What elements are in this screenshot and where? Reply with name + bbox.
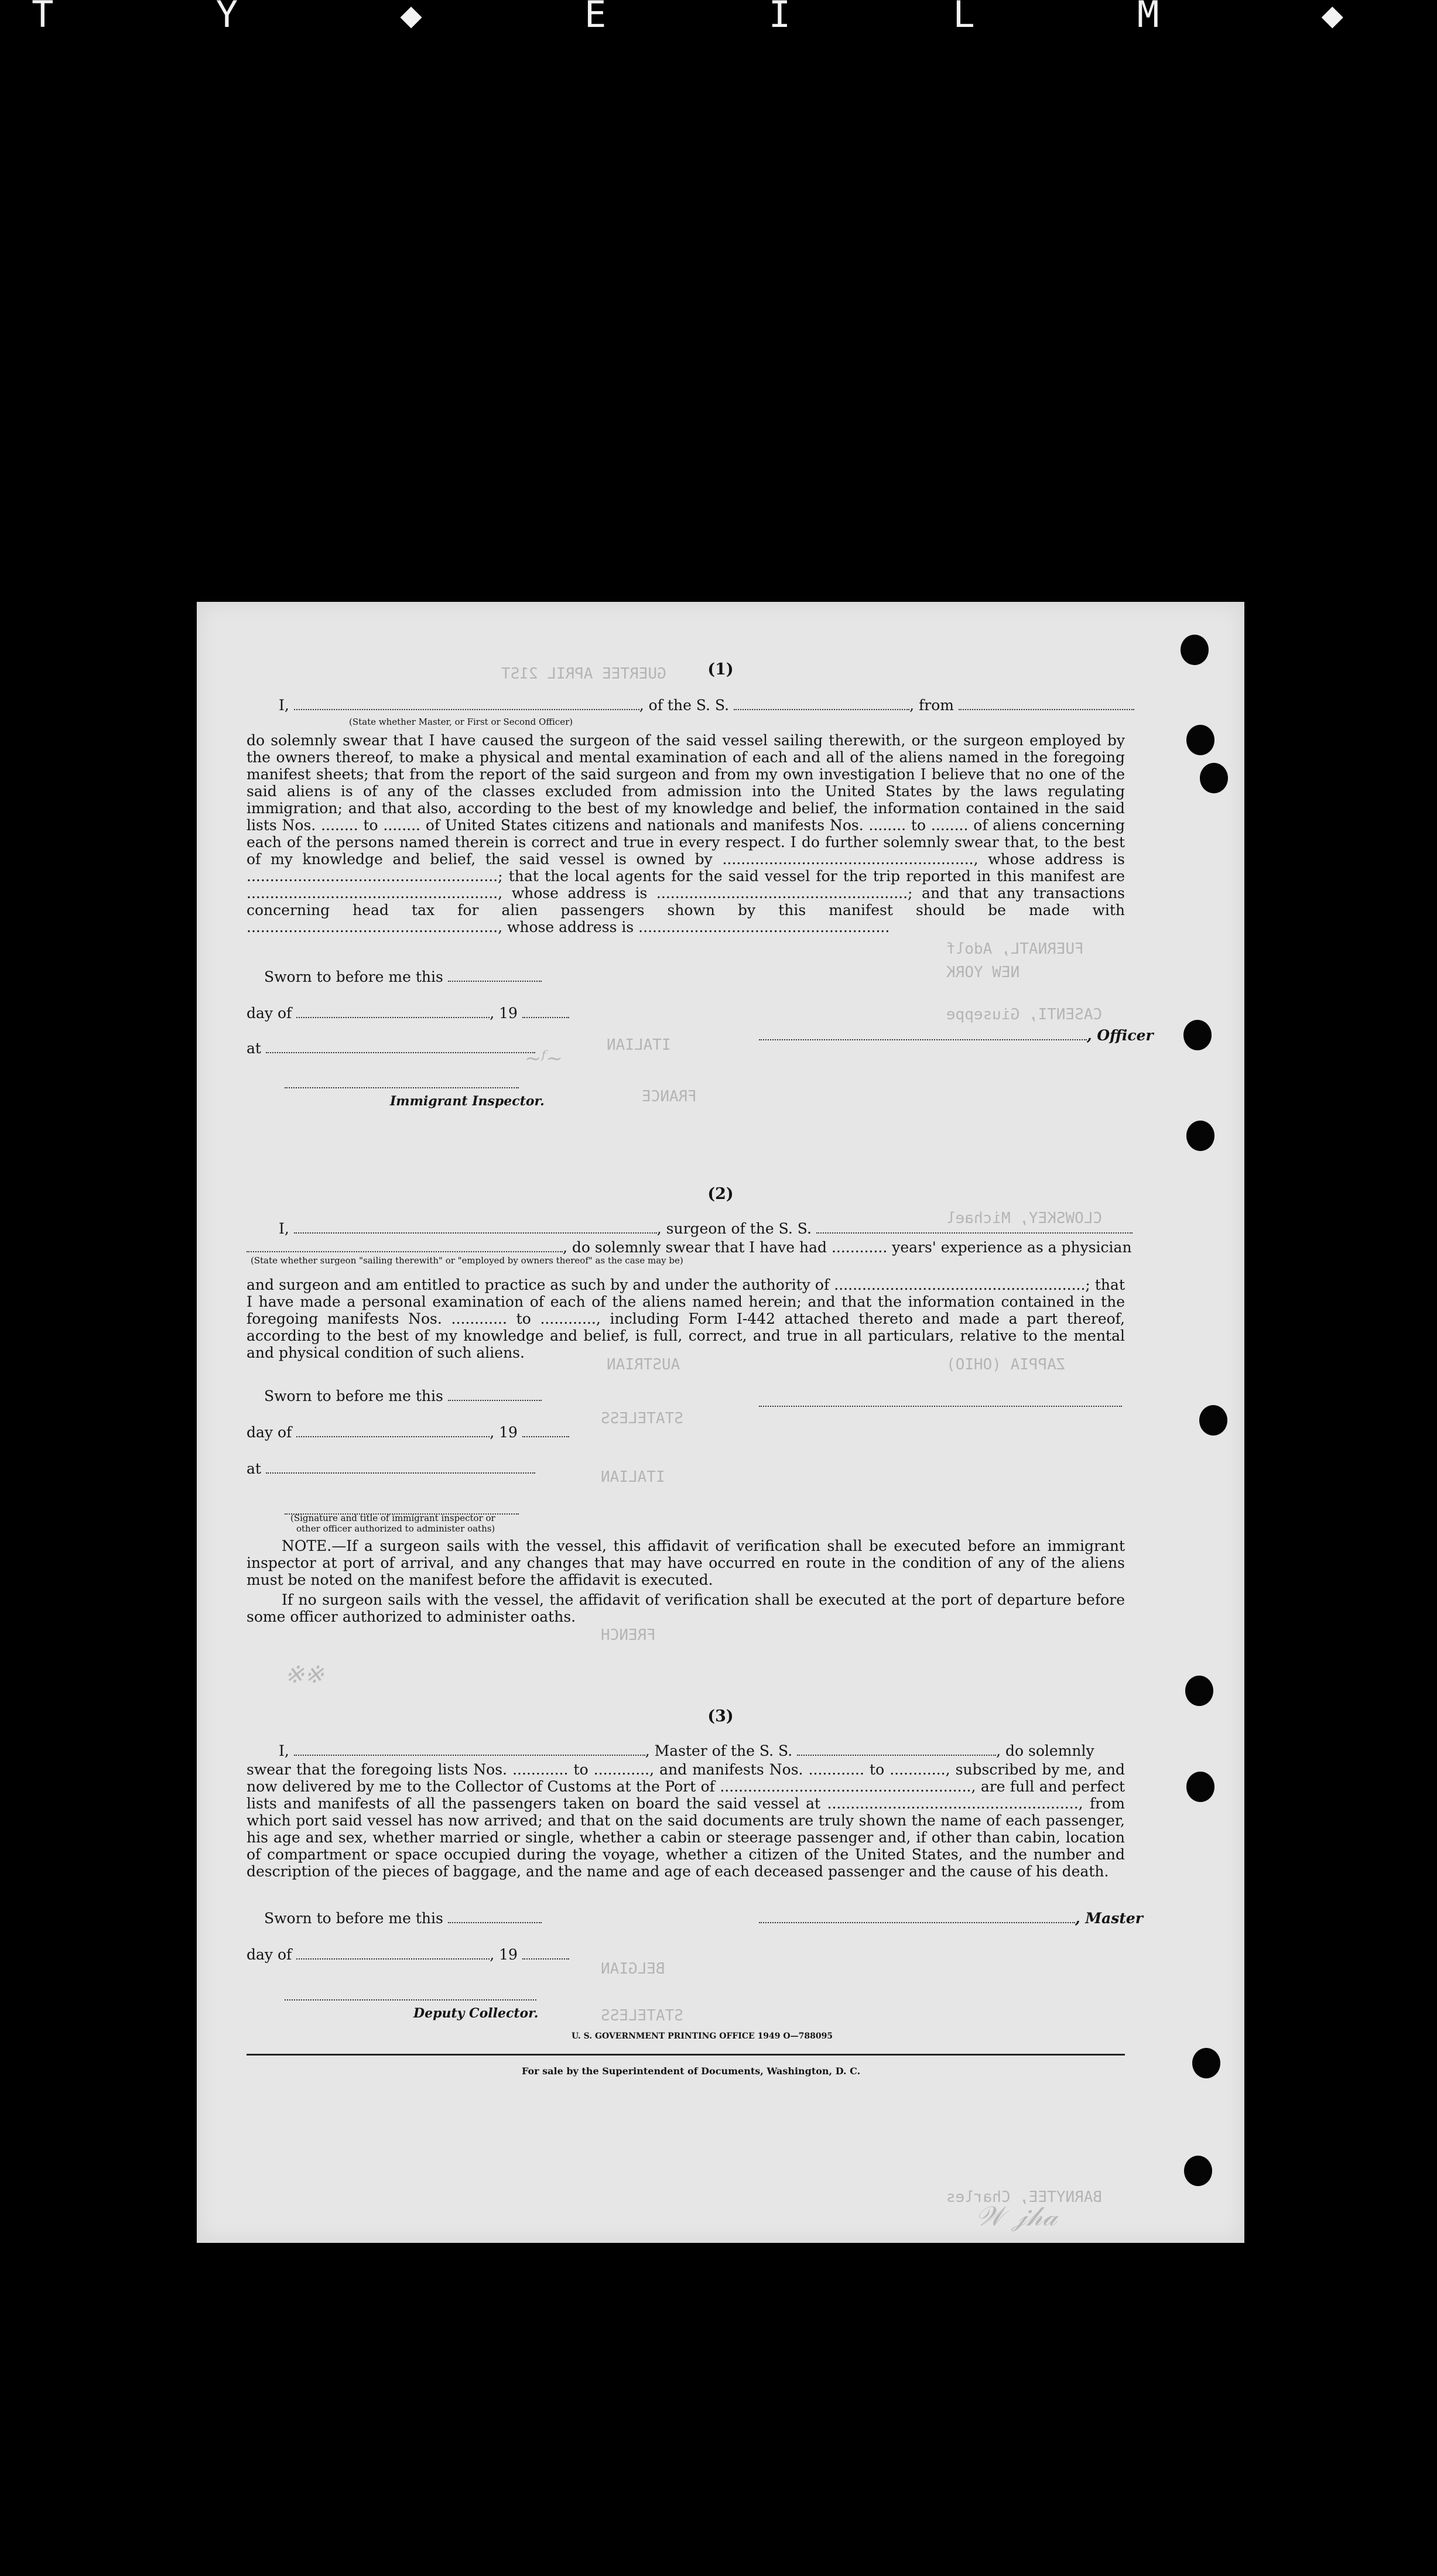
bleed-through-text: FUERNATL, Adolf <box>946 940 1084 958</box>
section-1-from-label: , from <box>909 697 954 714</box>
bleed-through-text: FRENCH <box>601 1626 656 1644</box>
section-2-signature-note-1: (Signature and title of immigrant inspector or <box>290 1513 495 1523</box>
section-2-prefix: I, <box>279 1220 289 1237</box>
surgeon-vessel-blank[interactable] <box>816 1222 1133 1234</box>
bleed-through-text: FRANCE <box>642 1088 697 1105</box>
section-3-solemnly-label: , do solemnly <box>996 1742 1094 1759</box>
master-signature-blank[interactable] <box>759 1912 1075 1923</box>
bleed-through-text: BARNYTEE, Charles <box>946 2188 1103 2206</box>
inspector-signature-mark: ~ᶠ~ <box>525 1047 563 1070</box>
punch-hole <box>1200 763 1228 793</box>
section-2-line-1 <box>279 1220 1133 1237</box>
sworn-date-blank[interactable] <box>448 1389 542 1401</box>
master-label: , Master <box>1075 1910 1143 1927</box>
master-name-blank[interactable] <box>294 1744 645 1756</box>
section-3-number: (3) <box>707 1707 734 1725</box>
at-place-blank[interactable] <box>266 1042 535 1053</box>
immigrant-inspector-label: Immigrant Inspector. <box>390 1094 545 1109</box>
year-blank[interactable] <box>522 1006 569 1018</box>
section-3-line-1 <box>279 1742 1094 1759</box>
sale-notice: For sale by the Superintendent of Documents, Washington, D. C. <box>522 2065 861 2077</box>
from-port-blank[interactable] <box>959 698 1134 710</box>
section-1-officer-note: (State whether Master, or First or Second Officer) <box>349 717 573 727</box>
surgeon-name-blank[interactable] <box>294 1222 657 1234</box>
section-2-note: NOTE.—If a surgeon sails with the vessel, this affidavit of verification shall be executed before an immigrant inspector at port of arrival, and any changes that may have occurred en route in the condition of any of the aliens must be noted on the manifest before the affidavit is executed. <box>247 1537 1125 1588</box>
section-2-surgeon-label: , surgeon of the S. S. <box>656 1220 812 1237</box>
section-3-sworn-line <box>264 1910 542 1927</box>
section-2-experience-text: , do solemnly swear that I have had ............ years' experience as a physician <box>563 1239 1132 1256</box>
at-place-blank[interactable] <box>266 1462 535 1474</box>
day-blank[interactable] <box>296 1006 490 1018</box>
year-label: , 19 <box>490 1946 518 1963</box>
section-1-at-line <box>247 1040 535 1057</box>
section-1-number: (1) <box>707 660 734 679</box>
section-2-status-note: (State whether surgeon "sailing therewith" or "employed by owners thereof" as the case may be) <box>251 1255 683 1266</box>
section-3-day-line <box>247 1946 569 1963</box>
officer-name-blank[interactable] <box>294 698 639 710</box>
sworn-label: Sworn to before me this <box>264 968 443 985</box>
section-3-prefix: I, <box>279 1742 289 1759</box>
punch-hole <box>1186 725 1214 755</box>
year-blank[interactable] <box>522 1426 569 1437</box>
at-label: at <box>247 1460 261 1477</box>
section-2-note-continued: If no surgeon sails with the vessel, the affidavit of verification shall be executed at the port of departure before some officer authorized to administer oaths. <box>247 1591 1125 1625</box>
sworn-label: Sworn to before me this <box>264 1910 443 1927</box>
day-of-label: day of <box>247 1946 292 1963</box>
section-2-at-line <box>247 1460 535 1477</box>
punch-hole <box>1185 1676 1213 1706</box>
sworn-label: Sworn to before me this <box>264 1388 443 1405</box>
punch-hole <box>1192 2048 1220 2078</box>
master-vessel-blank[interactable] <box>797 1744 996 1756</box>
surgeon-signature-blank[interactable] <box>759 1395 1122 1407</box>
bleed-through-text: ITALIAN <box>601 1468 665 1486</box>
deputy-collector-label: Deputy Collector. <box>413 2006 539 2021</box>
punch-hole <box>1184 2156 1212 2186</box>
bleed-through-text: NEW YORK <box>946 964 1020 981</box>
bleed-through-text: ZAPPIA (OHIO) <box>946 1356 1066 1373</box>
section-2-line-2 <box>247 1239 1132 1256</box>
section-2-oath-body: and surgeon and am entitled to practice as such by and under the authority of ......................................................; that I have made a personal examination of each of the aliens named herein; and that the information contained in the foregoing manifests Nos. ............ to ............, including Form I-442 attached thereto and made a part thereof, according to the best of my knowledge and belief, is full, correct, and true in all particulars, relative to the mental and physical condition of such aliens. <box>247 1276 1125 1361</box>
section-3-collector-rule <box>285 1987 536 2004</box>
bleed-through-text: STATELESS <box>601 1410 683 1427</box>
surgeon-signature-line <box>759 1393 1122 1410</box>
day-blank[interactable] <box>296 1426 490 1437</box>
bleed-through-text: GUERTEE APRIL 21ST <box>501 665 666 683</box>
section-1-sworn-line <box>264 968 542 985</box>
microfilm-header-marks: T Y ◆ E I L M ◆ <box>32 0 1414 36</box>
year-label: , 19 <box>490 1424 518 1441</box>
bleed-through-text: BELGIAN <box>601 1960 665 1978</box>
section-3-master-label: , Master of the S. S. <box>645 1742 793 1759</box>
gpo-imprint: U. S. GOVERNMENT PRINTING OFFICE 1949 O—788095 <box>572 2032 833 2041</box>
day-blank[interactable] <box>296 1948 490 1960</box>
footer-rule <box>247 2054 1125 2056</box>
section-2-day-line <box>247 1424 569 1441</box>
section-2-number: (2) <box>707 1185 734 1203</box>
bleed-through-text: STATELESS <box>601 2007 683 2025</box>
bleed-through-text: CASENTI, Giuseppe <box>946 1006 1103 1023</box>
section-1-oath-body: do solemnly swear that I have caused the surgeon of the said vessel sailing therewith, or the surgeon employed by the owners thereof, to make a physical and mental examination of each and all of the aliens named in the foregoing manifest sheets; that from the report of the said surgeon and from my own investigation I believe that no one of the said aliens is of any of the classes excluded from admission into the United States by the laws regulating immigration; and that also, according to the best of my knowledge and belief, the information contained in the said lists Nos. ........ to ........ of United States citizens and nationals and manifests Nos. ........ to ........ of aliens concerning each of the persons named therein is correct and true in every respect. I do further solemnly swear that, to the best of my knowledge and belief, the said vessel is owned by ......................................................, whose address is ......................................................; that the local agents for the said vessel for the trip reported in this manifest are ......................................................, whose address is ......................................................; and that any transactions concerning head tax for alien passengers shown by this manifest should be made with ......................................................, whose address is ...................................................... <box>247 732 1125 936</box>
sworn-date-blank[interactable] <box>448 970 542 982</box>
day-of-label: day of <box>247 1424 292 1441</box>
section-1-inspector-rule <box>285 1075 519 1092</box>
section-3-master-signature <box>759 1910 1143 1927</box>
corner-signature-mark: 𝒲 𝒿𝒽𝒶 <box>976 2200 1058 2232</box>
officer-label: , Officer <box>1087 1027 1154 1044</box>
sworn-date-blank[interactable] <box>448 1912 542 1923</box>
manifest-affidavit-sheet <box>197 602 1244 2243</box>
inspector-signature-blank[interactable] <box>285 1077 519 1088</box>
bleed-through-text: AUSTRIAN <box>607 1356 680 1373</box>
at-label: at <box>247 1040 261 1057</box>
section-1-line-1 <box>279 697 1134 714</box>
collector-signature-blank[interactable] <box>285 1989 536 2000</box>
section-1-vessel-label: , of the S. S. <box>639 697 730 714</box>
section-3-oath-body: swear that the foregoing lists Nos. ............ to ............, and manifests Nos. ............ to ............, subscribed by me, and now delivered by me to the Collector of Customs at the Port of ......................................................, are full and perfect lists and manifests of all the passengers taken on board the said vessel at ......................................................, from which port said vessel has now arrived; and that on the said documents are truly shown the name of each passenger, his age and sex, whether married or single, whether a cabin or steerage passenger and, if other than cabin, location of compartment or space occupied during the voyage, whether a citizen of the United States, and the number and description of the pieces of baggage, and the name and age of each deceased passenger and the cause of his death. <box>247 1761 1125 1880</box>
officer-signature-blank[interactable] <box>759 1029 1087 1040</box>
day-of-label: day of <box>247 1005 292 1022</box>
section-2-sworn-line <box>264 1388 542 1405</box>
section-1-signature-line <box>759 1027 1154 1044</box>
vessel-name-blank[interactable] <box>734 698 909 710</box>
section-1-prefix: I, <box>279 697 289 714</box>
surgeon-status-blank[interactable] <box>247 1241 563 1252</box>
bleed-through-text: CLOWSKEY, Michael <box>946 1210 1103 1227</box>
section-2-signature-note-2: other officer authorized to administer oaths) <box>296 1523 495 1534</box>
year-blank[interactable] <box>522 1948 569 1960</box>
punch-hole <box>1183 1020 1212 1050</box>
year-label: , 19 <box>490 1005 518 1022</box>
bleed-through-text: ITALIAN <box>607 1036 671 1054</box>
faded-stamp-mark: ※※ <box>285 1662 324 1688</box>
punch-hole <box>1186 1772 1214 1802</box>
punch-hole <box>1199 1405 1227 1436</box>
punch-hole <box>1186 1121 1214 1151</box>
section-1-day-line <box>247 1005 569 1022</box>
